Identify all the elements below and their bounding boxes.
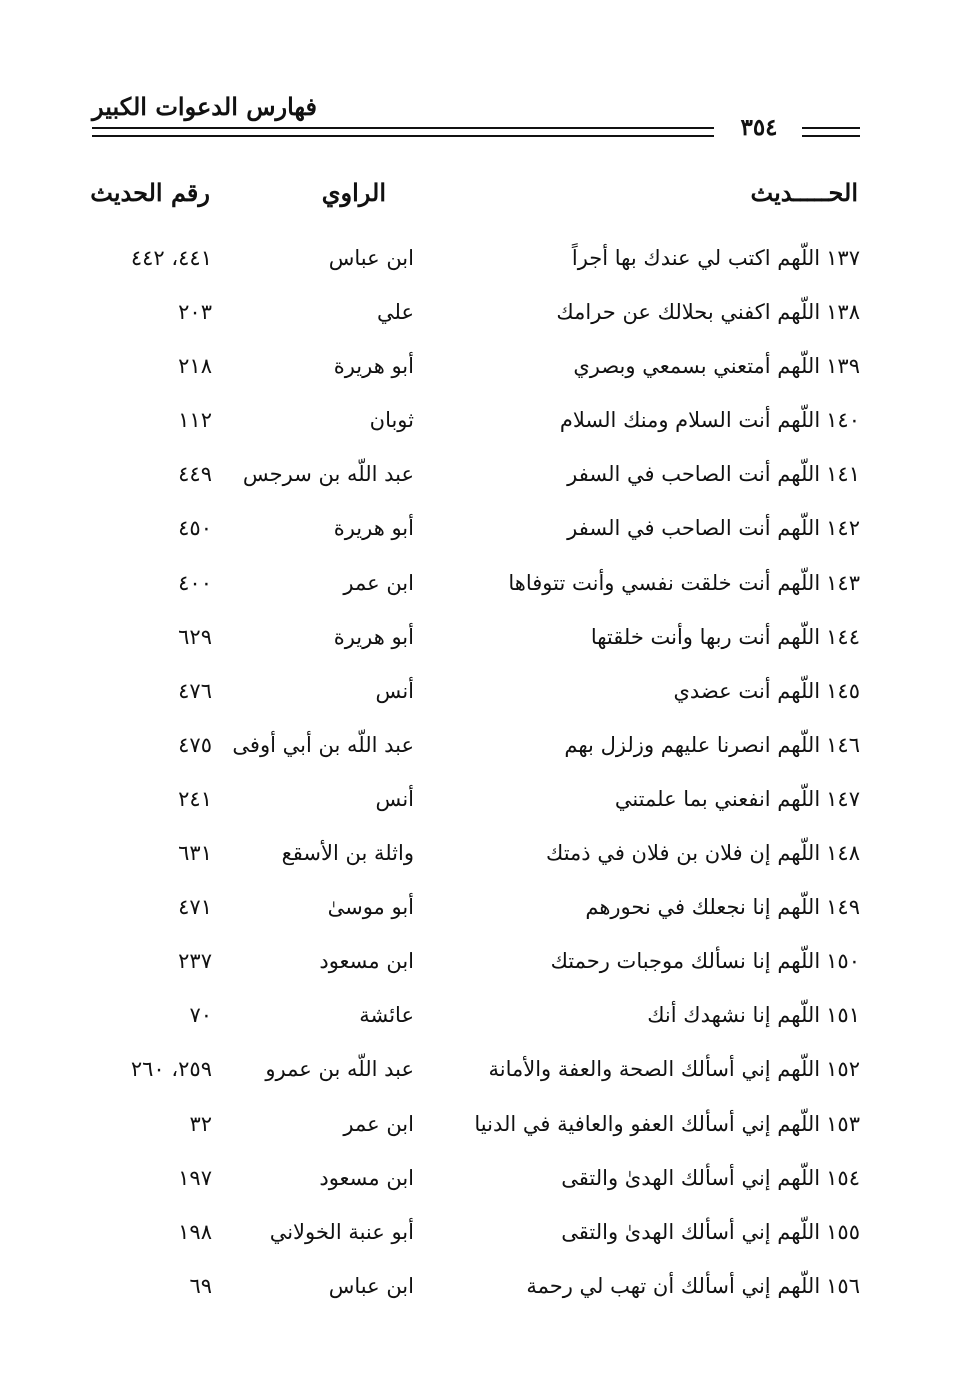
hadith-text: اللّهم أنت خلقت نفسي وأنت تتوفاها bbox=[508, 570, 821, 595]
hadith-cell bbox=[488, 1054, 860, 1084]
entries-list bbox=[0, 235, 954, 1317]
hadith-text: اللّهم إنا نسألك موجبات رحمتك bbox=[550, 949, 821, 974]
column-header-rawi: الراوي bbox=[321, 178, 386, 207]
hadith-number: ٦٣١ bbox=[178, 841, 212, 866]
hadith-cell bbox=[673, 676, 860, 706]
hadith-text: اللّهم أنت الصاحب في السفر bbox=[567, 462, 821, 487]
list-item bbox=[0, 992, 954, 1046]
list-item bbox=[0, 776, 954, 830]
entry-number: ١٤٥ bbox=[826, 678, 860, 703]
narrator: ابن عباس bbox=[328, 246, 414, 270]
hadith-number: ٤٧٦ bbox=[178, 678, 212, 703]
entry-number: ١٤٦ bbox=[826, 732, 860, 757]
hadith-number: ٢٠٣ bbox=[178, 300, 212, 325]
hadith-number: ٤٧٥ bbox=[178, 732, 212, 757]
page-number-rule-bottom bbox=[802, 135, 860, 137]
entry-number: ١٤٧ bbox=[826, 786, 860, 811]
column-header-hadith-number: رقم الحديث bbox=[90, 178, 210, 207]
page-number-rule-top bbox=[802, 127, 860, 129]
hadith-text: اللّهم أنت السلام ومنك السلام bbox=[559, 408, 821, 433]
entry-number: ١٥٦ bbox=[826, 1273, 860, 1298]
hadith-cell bbox=[572, 243, 860, 273]
column-header-hadith: الحـــــديث bbox=[750, 178, 858, 207]
entry-number: ١٤٣ bbox=[826, 570, 860, 595]
hadith-text: اللّهم أنت ربها وأنت خلقتها bbox=[590, 624, 821, 649]
narrator: أنس bbox=[375, 786, 414, 811]
list-item bbox=[0, 1046, 954, 1100]
entry-number: ١٤٩ bbox=[826, 895, 860, 920]
entry-number: ١٤٤ bbox=[826, 624, 860, 649]
list-item bbox=[0, 884, 954, 938]
entry-number: ١٥١ bbox=[826, 1003, 860, 1028]
hadith-cell bbox=[615, 784, 860, 814]
narrator: عبد اللّه بن عمرو bbox=[265, 1057, 414, 1082]
header-rule-bottom bbox=[92, 135, 714, 137]
hadith-cell bbox=[508, 568, 860, 598]
hadith-text: اللّهم أنت عضدي bbox=[673, 678, 821, 703]
hadith-number: ١٩٨ bbox=[178, 1219, 212, 1244]
hadith-number: ٢١٨ bbox=[178, 354, 212, 379]
narrator: أبو عنبة الخولاني bbox=[269, 1219, 414, 1244]
hadith-cell bbox=[556, 297, 860, 327]
hadith-text: اللّهم أنت الصاحب في السفر bbox=[567, 516, 821, 541]
narrator: ثوبان bbox=[369, 408, 414, 433]
list-item bbox=[0, 560, 954, 614]
hadith-text: اللّهم إني أسألك الهدىٰ والتقى bbox=[561, 1219, 821, 1244]
hadith-number: ٤٠٠ bbox=[178, 570, 212, 595]
header-rule-top bbox=[92, 127, 714, 129]
list-item bbox=[0, 1101, 954, 1155]
entry-number: ١٤٠ bbox=[826, 408, 860, 433]
hadith-cell bbox=[546, 838, 860, 868]
entry-number: ١٤٨ bbox=[826, 841, 860, 866]
list-item bbox=[0, 235, 954, 289]
hadith-number: ٦٩ bbox=[189, 1273, 212, 1298]
hadith-text: اللّهم انفعني بما علمتني bbox=[614, 786, 821, 811]
hadith-text: اللّهم إنا نشهدك أنك bbox=[647, 1003, 821, 1028]
hadith-text: اللّهم إن فلان بن فلان في ذمتك bbox=[546, 841, 821, 866]
hadith-text: اللّهم إني أسألك الصحة والعفة والأمانة bbox=[488, 1057, 821, 1082]
narrator: ابن عباس bbox=[328, 1273, 414, 1298]
hadith-text: اللّهم انصرنا عليهم وزلزل بهم bbox=[564, 732, 821, 757]
page-number: ٣٥٤ bbox=[740, 114, 778, 141]
hadith-text: اللّهم إني أسألك العفو والعافية في الدنيا bbox=[474, 1111, 821, 1136]
hadith-cell bbox=[585, 892, 860, 922]
narrator: أبو هريرة bbox=[333, 354, 414, 379]
hadith-cell bbox=[526, 1271, 860, 1301]
entry-number: ١٥٣ bbox=[826, 1111, 860, 1136]
list-item bbox=[0, 397, 954, 451]
hadith-text: اللّهم اكفني بحلالك عن حرامك bbox=[556, 300, 821, 325]
entry-number: ١٣٧ bbox=[826, 246, 860, 270]
hadith-cell bbox=[591, 622, 860, 652]
hadith-number: ٢٤١ bbox=[178, 786, 212, 811]
hadith-number: ١١٢ bbox=[178, 408, 212, 433]
hadith-cell bbox=[474, 1109, 860, 1139]
narrator: عبد اللّه بن سرجس bbox=[242, 462, 414, 487]
list-item bbox=[0, 289, 954, 343]
hadith-text: اللّهم إنا نجعلك في نحورهم bbox=[585, 895, 821, 920]
hadith-cell bbox=[567, 459, 860, 489]
hadith-number: ٧٠ bbox=[189, 1003, 212, 1028]
hadith-text: اللّهم أمتعني بسمعي وبصري bbox=[573, 354, 821, 379]
entry-number: ١٥٤ bbox=[826, 1165, 860, 1190]
list-item bbox=[0, 668, 954, 722]
hadith-cell bbox=[567, 513, 860, 543]
hadith-cell bbox=[647, 1000, 860, 1030]
narrator: ابن مسعود bbox=[319, 949, 414, 974]
list-item bbox=[0, 614, 954, 668]
list-item bbox=[0, 938, 954, 992]
hadith-text: اللّهم إني أسألك الهدىٰ والتقى bbox=[561, 1165, 821, 1190]
entry-number: ١٥٥ bbox=[826, 1219, 860, 1244]
narrator: ابن عمر bbox=[343, 570, 414, 595]
hadith-number: ٤٥٠ bbox=[178, 516, 212, 541]
hadith-number: ٤٤١، ٤٤٢ bbox=[130, 246, 212, 270]
entry-number: ١٥٠ bbox=[826, 949, 860, 974]
narrator: أبو هريرة bbox=[333, 624, 414, 649]
hadith-cell bbox=[551, 946, 860, 976]
entry-number: ١٤١ bbox=[826, 462, 860, 487]
hadith-text: اللّهم اكتب لي عندك بها أجراً bbox=[571, 246, 821, 270]
narrator: عبد اللّه بن أبي أوفى bbox=[232, 732, 414, 757]
hadith-number: ٦٢٩ bbox=[178, 624, 212, 649]
list-item bbox=[0, 722, 954, 776]
hadith-number: ١٩٧ bbox=[178, 1165, 212, 1190]
narrator: أنس bbox=[375, 678, 414, 703]
hadith-text: اللّهم إني أسألك أن تهب لي رحمة bbox=[526, 1273, 821, 1298]
hadith-number: ٢٥٩، ٢٦٠ bbox=[130, 1057, 212, 1082]
narrator: واثلة بن الأسقع bbox=[281, 841, 414, 866]
narrator: علي bbox=[377, 300, 414, 325]
hadith-number: ٢٣٧ bbox=[178, 949, 212, 974]
hadith-cell bbox=[564, 730, 860, 760]
entry-number: ١٣٩ bbox=[826, 354, 860, 379]
hadith-cell bbox=[560, 405, 860, 435]
narrator: أبو هريرة bbox=[333, 516, 414, 541]
page-title: فهارس الدعوات الكبير bbox=[92, 92, 317, 121]
hadith-cell bbox=[573, 351, 860, 381]
narrator: ابن عمر bbox=[343, 1111, 414, 1136]
list-item bbox=[0, 343, 954, 397]
narrator: عائشة bbox=[359, 1003, 414, 1028]
entry-number: ١٣٨ bbox=[826, 300, 860, 325]
narrator: ابن مسعود bbox=[319, 1165, 414, 1190]
hadith-number: ٤٧١ bbox=[178, 895, 212, 920]
hadith-number: ٤٤٩ bbox=[178, 462, 212, 487]
list-item bbox=[0, 1155, 954, 1209]
list-item bbox=[0, 1209, 954, 1263]
list-item bbox=[0, 1263, 954, 1317]
narrator: أبو موسىٰ bbox=[327, 895, 414, 920]
hadith-number: ٣٢ bbox=[189, 1111, 212, 1136]
entry-number: ١٥٢ bbox=[826, 1057, 860, 1082]
hadith-cell bbox=[561, 1163, 860, 1193]
list-item bbox=[0, 830, 954, 884]
hadith-cell bbox=[561, 1217, 860, 1247]
entry-number: ١٤٢ bbox=[826, 516, 860, 541]
list-item bbox=[0, 451, 954, 505]
list-item bbox=[0, 505, 954, 559]
